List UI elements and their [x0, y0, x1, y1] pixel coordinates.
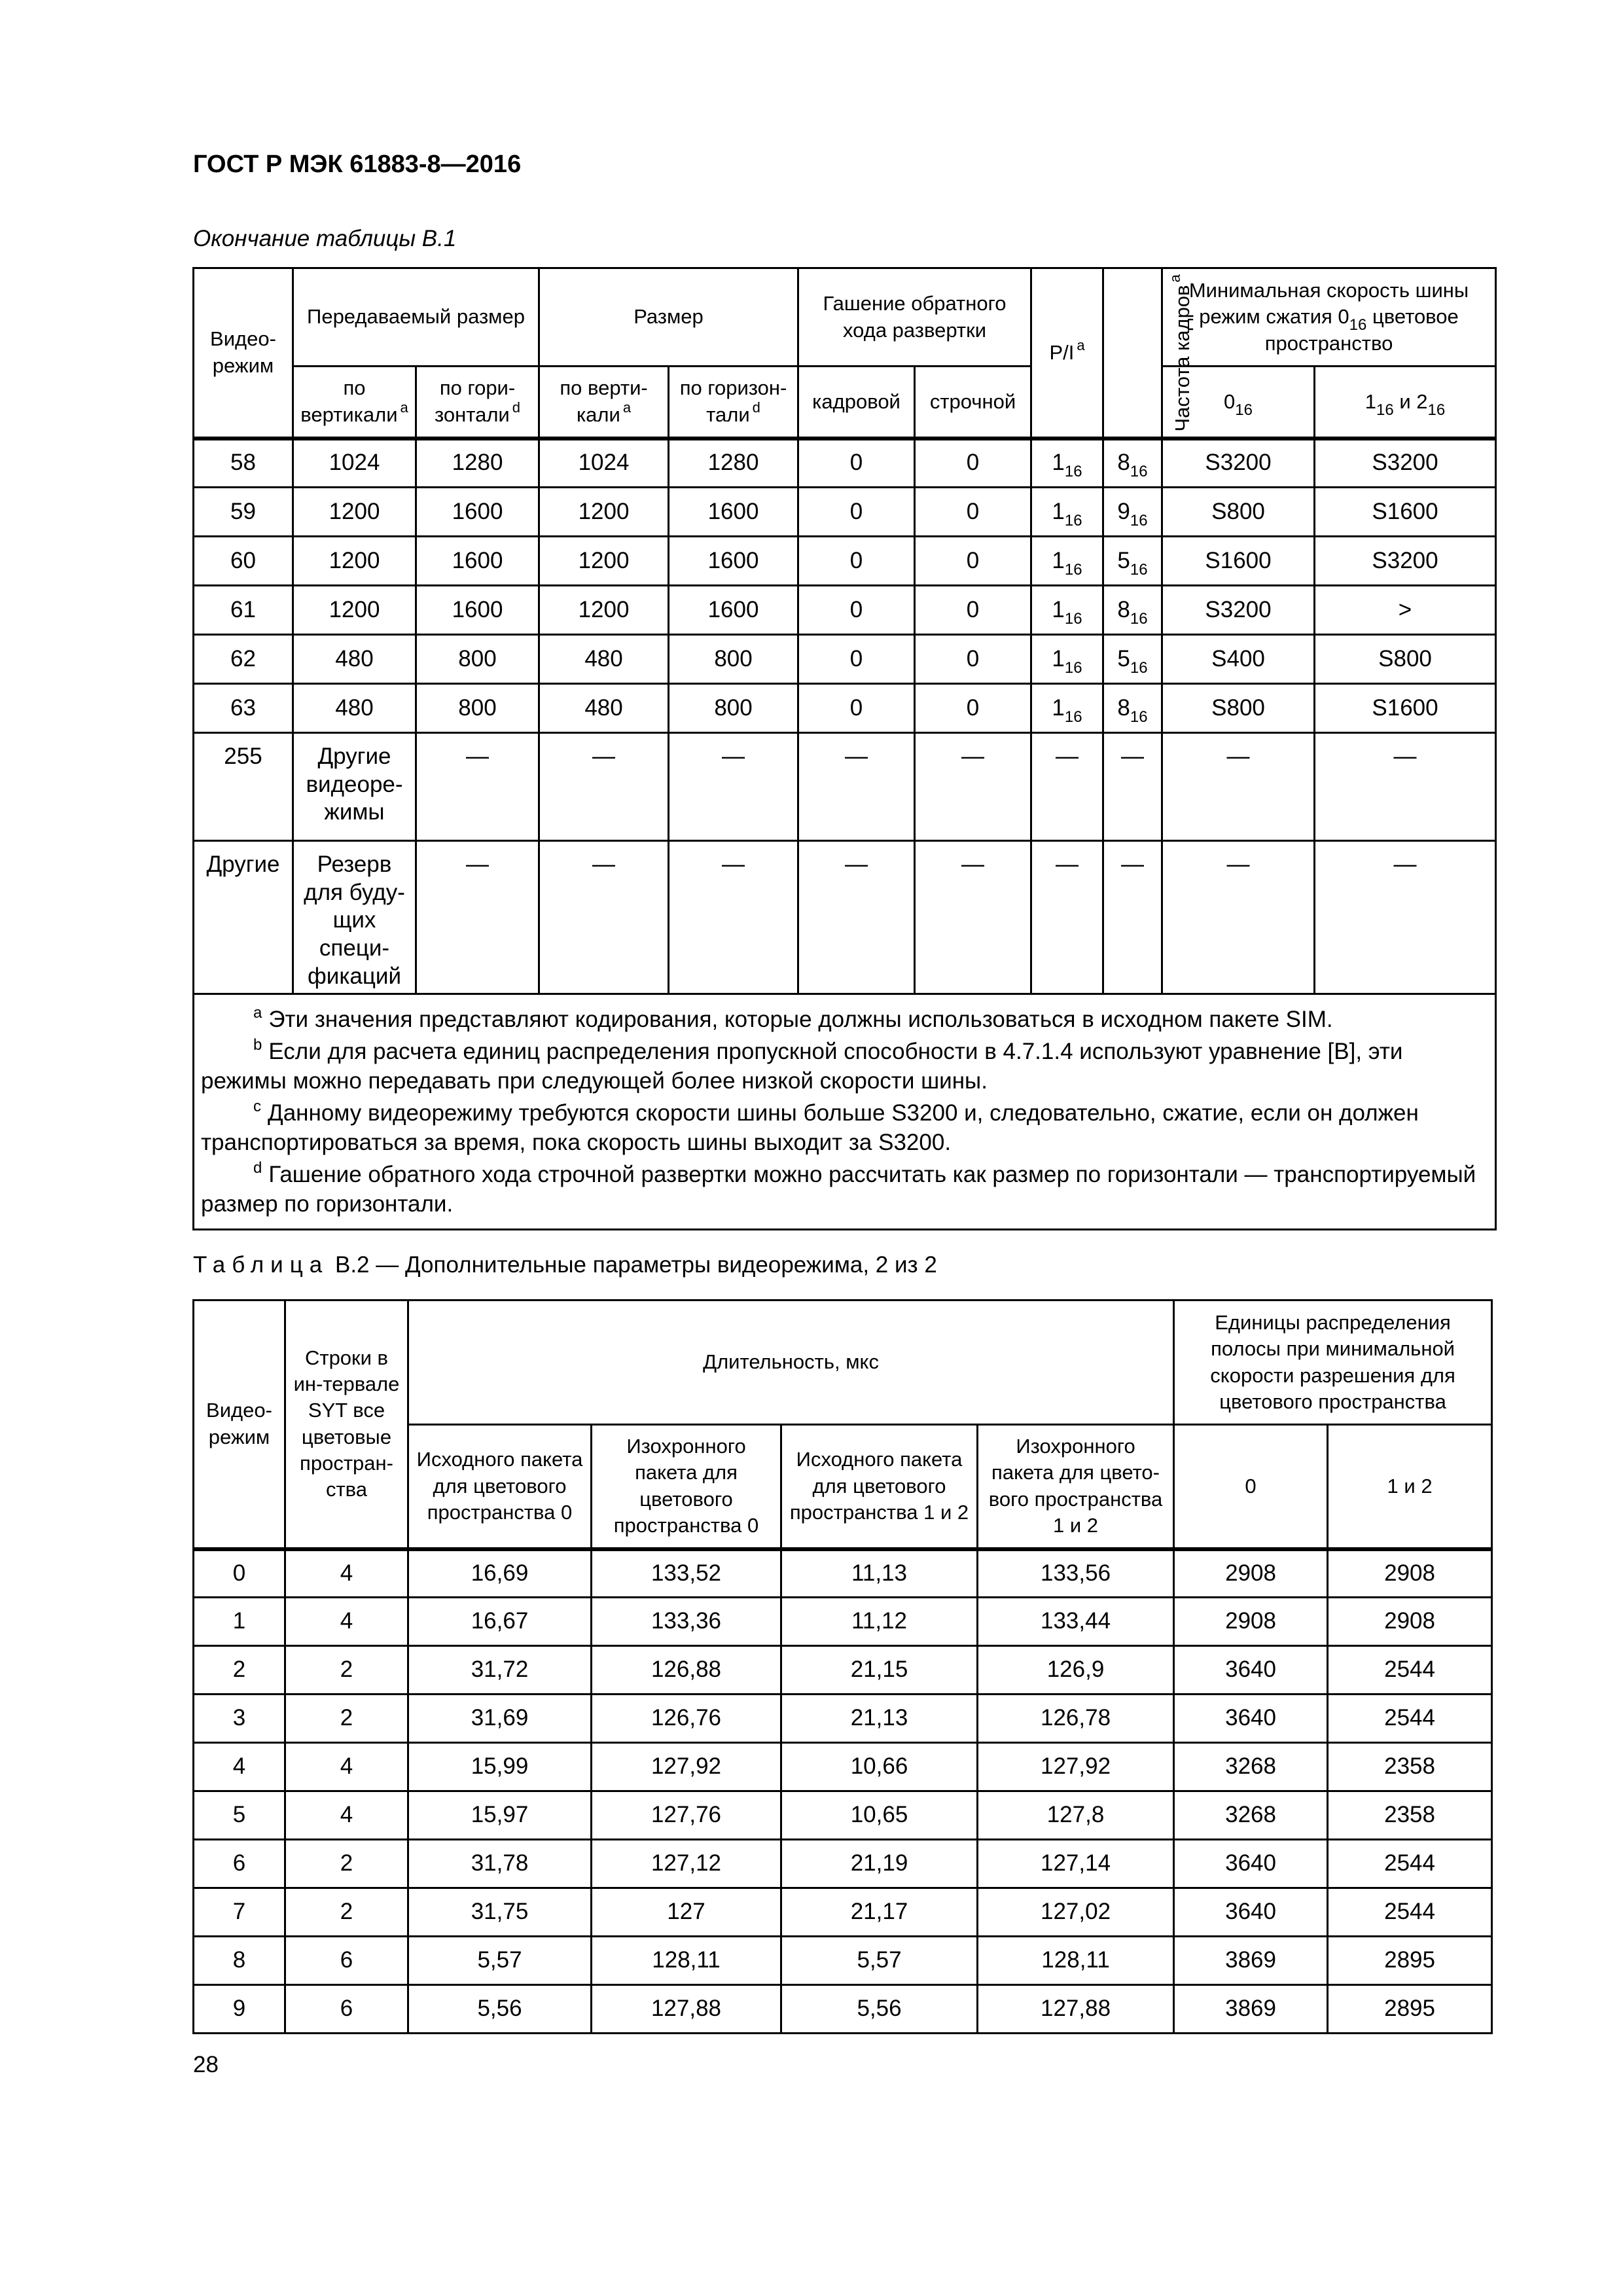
cell-src0: 31,72 — [408, 1646, 592, 1695]
cell-iso12: 127,92 — [978, 1743, 1174, 1791]
cell-syt: 4 — [285, 1791, 408, 1840]
cell-u12: 2544 — [1328, 1646, 1492, 1695]
table-row — [194, 1840, 1492, 1888]
cell-ts-vertical: 1200 — [293, 586, 416, 635]
cell-syt: 4 — [285, 1598, 408, 1646]
cell-mode: 5 — [194, 1791, 285, 1840]
cell-ts-vertical: 1200 — [293, 537, 416, 586]
table-row — [194, 1937, 1492, 1985]
footnote: $^d$ Гашение обратного хода строчной развертки можно рассчитать как размер по горизонтали — транспортируемый размер по горизонтали. — [201, 1158, 1476, 1217]
cell-s-vertical: 1024 — [539, 439, 669, 488]
cell-frame-blank: 0 — [798, 488, 915, 537]
cell-speed-cs0: S800 — [1162, 684, 1315, 733]
cell-iso0: 133,36 — [592, 1598, 781, 1646]
cell-u12: 2908 — [1328, 1598, 1492, 1646]
cell-pi: $1_{16}$ — [1031, 488, 1103, 537]
cell-mode: Другие — [194, 841, 293, 994]
cell-u12: 2895 — [1328, 1937, 1492, 1985]
cell-u0: 2908 — [1174, 1598, 1328, 1646]
cell-mode: 61 — [194, 586, 293, 635]
cell-speed-cs12: > — [1315, 586, 1496, 635]
cell-ts-vertical: 480 — [293, 635, 416, 684]
table-row — [194, 1985, 1492, 2034]
header-src0: Исходного пакета для цветового пространства 0 — [408, 1425, 592, 1549]
cell-syt: 2 — [285, 1646, 408, 1695]
cell-syt: 2 — [285, 1840, 408, 1888]
cell-syt: 4 — [285, 1549, 408, 1598]
cell-speed-cs0: S3200 — [1162, 439, 1315, 488]
cell-u0: 3268 — [1174, 1743, 1328, 1791]
cell-src12: 21,19 — [781, 1840, 978, 1888]
cell-iso12: 127,88 — [978, 1985, 1174, 2034]
cell-ts-horizontal: 1280 — [416, 439, 539, 488]
cell-frame-rate: $8_{16}$ — [1103, 586, 1162, 635]
cell-iso12: 126,78 — [978, 1695, 1174, 1743]
document-title: ГОСТ Р МЭК 61883-8—2016 — [193, 151, 522, 178]
cell-iso12: 128,11 — [978, 1937, 1174, 1985]
cell-iso12: 127,02 — [978, 1888, 1174, 1937]
cell-line-blank: 0 — [915, 439, 1031, 488]
cell-speed-cs12: S3200 — [1315, 537, 1496, 586]
cell-u0: 3268 — [1174, 1791, 1328, 1840]
cell-u0: 3640 — [1174, 1840, 1328, 1888]
cell-s-vertical: 1200 — [539, 586, 669, 635]
table-b1 — [192, 267, 1497, 1230]
cell-s-horizontal: 800 — [669, 684, 798, 733]
cell-mode: 1 — [194, 1598, 285, 1646]
cell-line-blank: 0 — [915, 684, 1031, 733]
cell-iso12: 133,56 — [978, 1549, 1174, 1598]
cell-iso12: 127,14 — [978, 1840, 1174, 1888]
cell-dash: — — [416, 733, 539, 841]
cell-syt: 2 — [285, 1888, 408, 1937]
table-row — [194, 488, 1496, 537]
table-row — [194, 635, 1496, 684]
table-row — [194, 1791, 1492, 1840]
cell-frame-rate: $5_{16}$ — [1103, 537, 1162, 586]
cell-mode: 62 — [194, 635, 293, 684]
cell-speed-cs12: S1600 — [1315, 684, 1496, 733]
cell-ts-vertical: 1024 — [293, 439, 416, 488]
table-notes-row — [194, 994, 1496, 1230]
cell-dash: — — [1031, 733, 1103, 841]
cell-u12: 2358 — [1328, 1791, 1492, 1840]
cell-syt: 6 — [285, 1937, 408, 1985]
cell-src12: 11,13 — [781, 1549, 978, 1598]
cell-iso0: 126,76 — [592, 1695, 781, 1743]
cell-src12: 5,56 — [781, 1985, 978, 2034]
cell-mode: 59 — [194, 488, 293, 537]
table-row — [194, 1549, 1492, 1598]
cell-dash: — — [669, 733, 798, 841]
cell-src12: 21,13 — [781, 1695, 978, 1743]
cell-pi: $1_{16}$ — [1031, 586, 1103, 635]
cell-u0: 3869 — [1174, 1985, 1328, 2034]
header-units: Единицы распределения полосы при минимальной скорости разрешения для цветового пространства — [1174, 1300, 1492, 1425]
cell-dash: — — [1103, 733, 1162, 841]
table-row — [194, 1646, 1492, 1695]
cell-mode: 9 — [194, 1985, 285, 2034]
cell-syt: 6 — [285, 1985, 408, 2034]
cell-src0: 31,78 — [408, 1840, 592, 1888]
table-row — [194, 1695, 1492, 1743]
header-cs0: $0_{16}$ — [1162, 367, 1315, 439]
table2-caption: Таблица B.2 — Дополнительные параметры видеорежима, 2 из 2 — [193, 1252, 937, 1278]
cell-s-vertical: 480 — [539, 635, 669, 684]
header-cs12: $1_{16}$ и $2_{16}$ — [1315, 367, 1496, 439]
header-min-speed: Минимальная скорость шины режим сжатия $0_{16}$ цветовое пространство — [1162, 268, 1496, 367]
cell-u0: 3640 — [1174, 1888, 1328, 1937]
cell-s-vertical: 1200 — [539, 488, 669, 537]
cell-src12: 5,57 — [781, 1937, 978, 1985]
cell-mode: 0 — [194, 1549, 285, 1598]
cell-ts-horizontal: 1600 — [416, 488, 539, 537]
cell-src0: 5,56 — [408, 1985, 592, 2034]
cell-dash: — — [416, 841, 539, 994]
cell-src12: 21,15 — [781, 1646, 978, 1695]
cell-s-horizontal: 1600 — [669, 586, 798, 635]
cell-line-blank: 0 — [915, 635, 1031, 684]
cell-u0: 3869 — [1174, 1937, 1328, 1985]
cell-frame-blank: 0 — [798, 684, 915, 733]
cell-iso0: 127,76 — [592, 1791, 781, 1840]
cell-src0: 16,67 — [408, 1598, 592, 1646]
table-b2 — [192, 1299, 1493, 2034]
cell-mode: 2 — [194, 1646, 285, 1695]
cell-iso12: 133,44 — [978, 1598, 1174, 1646]
cell-pi: $1_{16}$ — [1031, 537, 1103, 586]
table-row — [194, 1888, 1492, 1937]
table-notes — [194, 994, 1496, 1230]
cell-u12: 2544 — [1328, 1888, 1492, 1937]
cell-iso0: 128,11 — [592, 1937, 781, 1985]
cell-iso0: 127,92 — [592, 1743, 781, 1791]
header-iso0: Изохронного пакета для цветового пространства 0 — [592, 1425, 781, 1549]
cell-iso0: 127 — [592, 1888, 781, 1937]
cell-mode: 58 — [194, 439, 293, 488]
header-s-vertical: по верти-кали $^a$ — [539, 367, 669, 439]
cell-pi: $1_{16}$ — [1031, 635, 1103, 684]
cell-src0: 31,69 — [408, 1695, 592, 1743]
header-line-blank: строчной — [915, 367, 1031, 439]
header-videomode: Видео-режим — [194, 268, 293, 439]
cell-pi: $1_{16}$ — [1031, 439, 1103, 488]
table-row — [194, 841, 1496, 994]
cell-ts-vertical: 480 — [293, 684, 416, 733]
header-iso12: Изохронного пакета для цвето-вого пространства 1 и 2 — [978, 1425, 1174, 1549]
table-row — [194, 684, 1496, 733]
header-pi: P/I $^a$ — [1031, 268, 1103, 439]
cell-speed-cs12: S3200 — [1315, 439, 1496, 488]
header-videomode: Видео-режим — [194, 1300, 285, 1549]
cell-iso0: 126,88 — [592, 1646, 781, 1695]
cell-mode: 60 — [194, 537, 293, 586]
header-ts-horizontal: по гори-зонтали $^d$ — [416, 367, 539, 439]
header-duration: Длительность, мкс — [408, 1300, 1174, 1425]
cell-ts-vertical: 1200 — [293, 488, 416, 537]
table-row — [194, 1743, 1492, 1791]
cell-ts-horizontal: 1600 — [416, 586, 539, 635]
cell-s-horizontal: 1600 — [669, 537, 798, 586]
cell-frame-rate: $5_{16}$ — [1103, 635, 1162, 684]
cell-u12: 2908 — [1328, 1549, 1492, 1598]
cell-src0: 15,97 — [408, 1791, 592, 1840]
table-row — [194, 586, 1496, 635]
cell-dash: — — [915, 733, 1031, 841]
cell-mode: 3 — [194, 1695, 285, 1743]
cell-iso0: 127,12 — [592, 1840, 781, 1888]
cell-iso12: 126,9 — [978, 1646, 1174, 1695]
cell-speed-cs12: S1600 — [1315, 488, 1496, 537]
page-number: 28 — [193, 2052, 219, 2077]
cell-src12: 11,12 — [781, 1598, 978, 1646]
cell-mode: 4 — [194, 1743, 285, 1791]
cell-speed-cs0: S1600 — [1162, 537, 1315, 586]
cell-s-horizontal: 800 — [669, 635, 798, 684]
table-row — [194, 733, 1496, 841]
header-syt-lines: Строки в ин-тервале SYT все цветовые простран-ства — [285, 1300, 408, 1549]
cell-syt: 2 — [285, 1695, 408, 1743]
header-frame-rate: Частота кадров$^a$ — [1103, 268, 1162, 439]
cell-dash: — — [1162, 733, 1315, 841]
cell-dash: — — [1315, 841, 1496, 994]
header-s-horizontal: по горизон-тали $^d$ — [669, 367, 798, 439]
cell-dash: — — [1162, 841, 1315, 994]
cell-frame-rate: $8_{16}$ — [1103, 684, 1162, 733]
cell-frame-rate: $8_{16}$ — [1103, 439, 1162, 488]
cell-speed-cs12: S800 — [1315, 635, 1496, 684]
cell-mode: 6 — [194, 1840, 285, 1888]
header-size: Размер — [539, 268, 798, 367]
cell-iso0: 133,52 — [592, 1549, 781, 1598]
cell-frame-blank: 0 — [798, 439, 915, 488]
header-u0: 0 — [1174, 1425, 1328, 1549]
cell-dash: — — [539, 841, 669, 994]
cell-frame-rate: $9_{16}$ — [1103, 488, 1162, 537]
cell-src12: 10,65 — [781, 1791, 978, 1840]
cell-src12: 10,66 — [781, 1743, 978, 1791]
header-blanking: Гашение обратного хода развертки — [798, 268, 1031, 367]
cell-mode: 255 — [194, 733, 293, 841]
cell-u12: 2358 — [1328, 1743, 1492, 1791]
header-src12: Исходного пакета для цветового пространства 1 и 2 — [781, 1425, 978, 1549]
cell-mode: 7 — [194, 1888, 285, 1937]
table-row — [194, 439, 1496, 488]
cell-u0: 3640 — [1174, 1695, 1328, 1743]
cell-syt: 4 — [285, 1743, 408, 1791]
cell-dash: — — [1031, 841, 1103, 994]
cell-dash: — — [915, 841, 1031, 994]
cell-mode: 63 — [194, 684, 293, 733]
cell-mode-description: Другие видеоре-жимы — [293, 733, 416, 841]
cell-s-horizontal: 1280 — [669, 439, 798, 488]
cell-dash: — — [1103, 841, 1162, 994]
cell-u0: 3640 — [1174, 1646, 1328, 1695]
table1-caption: Окончание таблицы B.1 — [193, 226, 457, 251]
cell-speed-cs0: S400 — [1162, 635, 1315, 684]
header-ts-vertical: по вертикали $^a$ — [293, 367, 416, 439]
cell-frame-blank: 0 — [798, 635, 915, 684]
cell-mode: 8 — [194, 1937, 285, 1985]
cell-iso12: 127,8 — [978, 1791, 1174, 1840]
cell-pi: $1_{16}$ — [1031, 684, 1103, 733]
cell-frame-blank: 0 — [798, 586, 915, 635]
cell-speed-cs0: S800 — [1162, 488, 1315, 537]
cell-s-vertical: 1200 — [539, 537, 669, 586]
cell-src0: 16,69 — [408, 1549, 592, 1598]
cell-src12: 21,17 — [781, 1888, 978, 1937]
cell-mode-description: Резерв для буду-щих специ-фикаций — [293, 841, 416, 994]
cell-u0: 2908 — [1174, 1549, 1328, 1598]
cell-u12: 2895 — [1328, 1985, 1492, 2034]
header-frame-blank: кадровой — [798, 367, 915, 439]
footnote: $^a$ Эти значения представляют кодирования, которые должны использоваться в исходном пакете SIM. — [253, 1004, 1333, 1033]
footnote: $^b$ Если для расчета единиц распределения пропускной способности в 4.7.1.4 используют уравнение [B], эти режимы можно передавать при следующей более низкой скорости шины. — [201, 1035, 1403, 1094]
cell-src0: 15,99 — [408, 1743, 592, 1791]
cell-ts-horizontal: 800 — [416, 635, 539, 684]
cell-frame-blank: 0 — [798, 537, 915, 586]
table-row — [194, 1598, 1492, 1646]
cell-s-vertical: 480 — [539, 684, 669, 733]
header-transmitted-size: Передаваемый размер — [293, 268, 539, 367]
cell-ts-horizontal: 1600 — [416, 537, 539, 586]
cell-src0: 5,57 — [408, 1937, 592, 1985]
cell-dash: — — [798, 733, 915, 841]
cell-u12: 2544 — [1328, 1695, 1492, 1743]
table-row — [194, 537, 1496, 586]
footnote: $^c$ Данному видеорежиму требуются скорости шины больше S3200 и, следовательно, сжатие, если он должен транспортироваться за время, пока скорость шины выходит за S3200. — [201, 1097, 1419, 1156]
cell-speed-cs0: S3200 — [1162, 586, 1315, 635]
cell-src0: 31,75 — [408, 1888, 592, 1937]
cell-dash: — — [539, 733, 669, 841]
cell-line-blank: 0 — [915, 488, 1031, 537]
cell-line-blank: 0 — [915, 586, 1031, 635]
cell-ts-horizontal: 800 — [416, 684, 539, 733]
cell-iso0: 127,88 — [592, 1985, 781, 2034]
cell-s-horizontal: 1600 — [669, 488, 798, 537]
cell-u12: 2544 — [1328, 1840, 1492, 1888]
cell-line-blank: 0 — [915, 537, 1031, 586]
cell-dash: — — [669, 841, 798, 994]
header-u12: 1 и 2 — [1328, 1425, 1492, 1549]
cell-dash: — — [798, 841, 915, 994]
cell-dash: — — [1315, 733, 1496, 841]
